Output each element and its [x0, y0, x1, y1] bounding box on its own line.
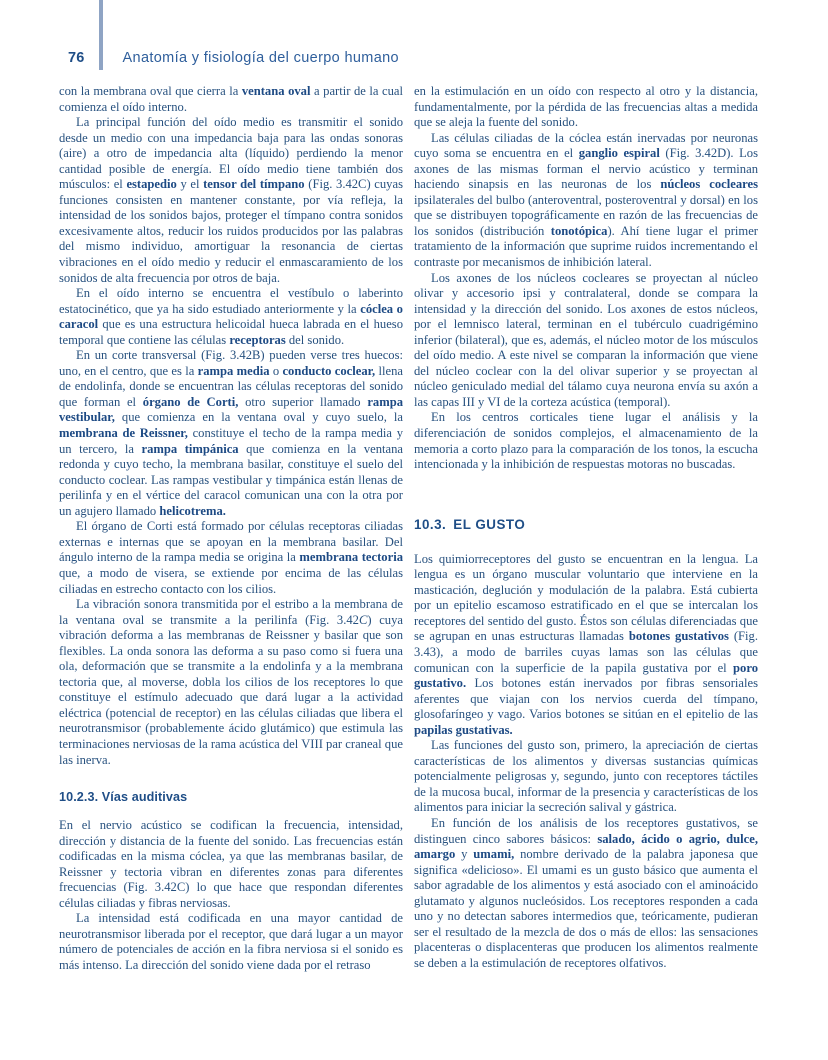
paragraph	[414, 271, 758, 411]
text-run: Los quimiorreceptores del gusto se encuentran en la lengua. La lengua es un órgano muscular voluntario que interviene en la masticación, deglución y modulación de la palabra. Está cubierta por un epitelio escamoso estratificado en el que se intercalan los receptores del sentido del gusto. Éstos son células diferenciadas que se agrupan en unas estructuras llamadas	[414, 551, 758, 644]
paragraph	[59, 818, 403, 911]
bold-term: rampa vestibular,	[59, 394, 403, 425]
text-run: Los botones están inervados por fibras sensoriales aferentes que viajan con los nervios cuerda del tímpano, glosofaríngeo y vago. Varios botones se sitúan en el epitelio de las	[414, 676, 758, 722]
text-run: del sonido.	[285, 332, 345, 347]
text-run: nombre derivado de la palabra japonesa que significa «delicioso». El umami es un gusto básico que aumenta el sabor agradable de los alimentos y está asociado con el aminoácido glutamato y algunos nucleósidos. Los receptores responden a cada uno y no detectan sabores intermedios que, teóricamente, pudieran ser el resultado de la mezcla de dos o más de ellos: las sensaciones placenteras o displacenteras que producen los alimentos realmente se deben a la estimulación de receptores olfativos.	[414, 847, 759, 970]
bold-term: helicotrema.	[159, 503, 226, 518]
text-run: a partir de la cual comienza el oído interno.	[59, 84, 403, 114]
text-run: ) cuya vibración deforma a las membranas de Reissner y basilar que son flexibles. La onda sonora las deforma a su paso como si fuera una ola, deformación que se transmite a la endolinfa y a la membrana tectoria que, al moverse, dobla los cilios de los receptores lo que constituye el estímulo adecuado que dará lugar a la actividad eléctrica (potencial de receptor) en las células ciliadas que libera el neurotransmisor (probablemente ácido glutámico) que estimula las terminaciones nerviosas de la rama acústica del VIII par craneal que las inerva.	[59, 612, 403, 767]
page-body	[59, 84, 771, 974]
paragraph	[414, 816, 758, 971]
paragraph	[59, 911, 403, 973]
bold-term: conducto coclear,	[282, 363, 376, 378]
paragraph	[414, 410, 758, 472]
text-run: La vibración sonora transmitida por el estribo a la membrana de la ventana oval se transmite a la perilinfa (Fig. 3.42	[59, 597, 403, 627]
left-column-paragraphs-after	[59, 818, 403, 973]
right-column-paragraphs	[414, 84, 758, 473]
paragraph	[59, 348, 403, 519]
text-run: y el	[176, 177, 204, 192]
text-run: y	[455, 847, 474, 862]
text-run: La principal función del oído medio es transmitir el sonido desde un medio con una impedancia baja para las ondas sonoras (aire) a otro de impedancia alta (líquido) perdiendo la menor cantidad posible de energía. El oído medio tiene también dos músculos: el	[59, 115, 403, 192]
running-title: Anatomía y fisiología del cuerpo humano	[122, 50, 399, 66]
bold-term: papilas gustativas.	[414, 722, 513, 737]
bold-term: membrana tectoria	[299, 550, 403, 565]
bold-term: botones gustativos	[628, 629, 729, 644]
paragraph	[414, 552, 758, 739]
text-run: (Fig. 3.42D). Los axones de las mismas forman el nervio acústico y terminan haciendo sinapsis en las neuronas de los	[414, 146, 758, 192]
right-column-paragraphs-after	[414, 552, 758, 972]
bold-term: tensor del tímpano	[203, 177, 305, 192]
text-run: Las células ciliadas de la cóclea están inervadas por neuronas cuyo soma se encuentra en el	[414, 130, 758, 161]
text-run: La intensidad está codificada en una mayor cantidad de neurotransmisor liberada por el receptor, que dará lugar a un mayor número de potenciales de acción en la fibra nerviosa si el sonido es más intenso. La dirección del sonido viene dada por el retraso	[59, 911, 403, 972]
bold-term: ventana oval	[241, 84, 311, 98]
page-number: 76	[68, 50, 85, 66]
paragraph	[59, 84, 403, 115]
running-head	[68, 50, 399, 70]
text-run: constituye el techo de la rampa media y un tercero, la	[59, 426, 403, 456]
text-run: ). Ahí tiene lugar el primer tratamiento de la información que suprime ruidos incrementando el contraste por mecanismos de inhibición lateral.	[414, 223, 758, 270]
bold-term: núcleos cocleares	[660, 177, 758, 192]
text-run: En el nervio acústico se codifican la frecuencia, intensidad, dirección y distancia de la fuente del sonido. Las frecuencias están codificadas en la misma cóclea, ya que las membranas basilar, de Reissner y tectoria vibran en diferentes zonas para diferentes frecuencias (Fig. 3.42C) lo que hace que respondan diferentes células ciliadas y fibras nerviosas.	[59, 818, 403, 910]
paragraph	[414, 131, 758, 271]
bold-term: ganglio espiral	[578, 146, 660, 161]
text-run: que, a modo de visera, se extiende por encima de las células ciliadas en estrecho contacto con los cilios.	[59, 565, 403, 596]
text-run: (Fig. 3.42C) cuyas funciones consisten en mantener constante, por vía refleja, la intensidad de los sonidos bajos, proteger el tímpano contra sonidos excesivamente altos, reducir los ruidos producidos por las palabras del mismo individuo, amortiguar la resonancia de ciertas vibraciones en el oído medio y reducir el enmascaramiento de los sonidos de alta frecuencia por otros de baja.	[59, 177, 403, 285]
right-column	[414, 84, 758, 974]
text-run: El órgano de Corti está formado por células receptoras ciliadas externas e internas que se apoyan en la membrana basilar. Del ángulo interno de la rampa media se origina la	[59, 519, 403, 565]
bold-term: estapedio	[126, 177, 177, 192]
paragraph	[59, 519, 403, 597]
bold-term: órgano de Corti,	[142, 394, 239, 409]
text-run: Los axones de los núcleos cocleares se proyectan al núcleo olivar y accesorio ipsi y contralateral, donde se compara la intensidad y la dirección del sonido. Los axones de estos núcleos, por el lemnisco lateral, terminan en el tubérculo cuadrigémino inferior (bilateral), que es, además, el núcleo motor de los músculos del oído medio. A este nivel se comparan la información que viene del núcleo coclear con la del olivar superior y se proyectan al núcleo geniculado medial del tálamo cuya neurona envía su axón a las capas III y VI de la corteza acústica (temporal).	[414, 270, 758, 409]
paragraph	[59, 115, 403, 286]
text-run: En el oído interno se encuentra el vestíbulo o laberinto estatocinético, que ya ha sido estudiado anteriormente y la	[59, 286, 403, 316]
text-run: o	[269, 363, 283, 378]
left-column	[59, 84, 403, 974]
text-run: En los centros corticales tiene lugar el análisis y la diferenciación de sonidos complejos, el almacenamiento de la memoria a corto plazo para la comparación de los tonos, la escucha intencionada y la inhibición de respuestas motoras no buscadas.	[414, 410, 758, 472]
italic-text: C	[358, 612, 368, 627]
paragraph	[59, 286, 403, 348]
paragraph	[414, 84, 758, 131]
text-run: que comienza en la ventana oval y cuyo suelo, la	[114, 410, 403, 425]
bold-term: receptoras	[229, 332, 286, 347]
section-heading-el-gusto	[414, 517, 758, 532]
text-run: otro superior llamado	[238, 394, 368, 409]
bold-term: salado, ácido o agrio, dulce, amargo	[414, 831, 759, 862]
text-run: En un corte transversal (Fig. 3.42B) pueden verse tres huecos: uno, en el centro, que es la	[59, 348, 403, 378]
paragraph	[59, 597, 403, 768]
bold-term: tonotópica	[550, 223, 608, 238]
bold-term: rampa timpánica	[141, 441, 239, 456]
bold-term: rampa media	[197, 363, 270, 378]
section-title: EL GUSTO	[453, 516, 526, 532]
bold-term: cóclea o caracol	[59, 301, 403, 332]
text-run: ipsilaterales del bulbo (anteroventral, posteroventral y dorsal) en los que se distribuyen topográficamente en razón de las frecuencias de los sonidos (distribución	[414, 192, 758, 238]
bold-term: poro gustativo.	[414, 660, 758, 691]
left-column-paragraphs	[59, 84, 403, 768]
text-run: con la membrana oval que cierra la	[59, 84, 242, 98]
subheading-vias-auditivas: 10.2.3. Vías auditivas	[59, 790, 188, 805]
bold-term: umami,	[473, 847, 515, 862]
text-run: llena de endolinfa, donde se encuentran las células receptoras del sonido que forman el	[59, 363, 403, 409]
text-run: En función de los análisis de los receptores gustativos, se distinguen cinco sabores básicos:	[414, 815, 758, 846]
text-run: que comienza en la ventana redonda y cuyo techo, la membrana basilar, constituye el suelo del conducto coclear. Las rampas vestibular y timpánica están llenas de perilinfa y en el vértice del caracol comunican una con la otra por un agujero llamado	[59, 441, 403, 518]
text-run: (Fig. 3.43), a modo de barriles cuyas lamas son las células que comunican con la superficie de la papila gustativa por el	[414, 629, 758, 675]
text-run: que es una estructura helicoidal hueca labrada en el hueso temporal que contiene las células	[59, 317, 403, 347]
text-run: en la estimulación en un oído con respecto al otro y la distancia, fundamentalmente, por la pérdida de las frecuencias altas a medida que se aleja la fuente del sonido.	[414, 84, 758, 130]
text-run: Las funciones del gusto son, primero, la apreciación de ciertas características de los alimentos y diversas sustancias químicas potencialmente peligrosas y, segundo, junto con receptores táctiles de la mucosa bucal, informar de la presencia y características de los alimentos para iniciar la secreción salival y gástrica.	[414, 738, 758, 815]
section-number: 10.3.	[414, 516, 447, 532]
bold-term: membrana de Reissner,	[59, 426, 188, 441]
paragraph	[414, 738, 758, 816]
